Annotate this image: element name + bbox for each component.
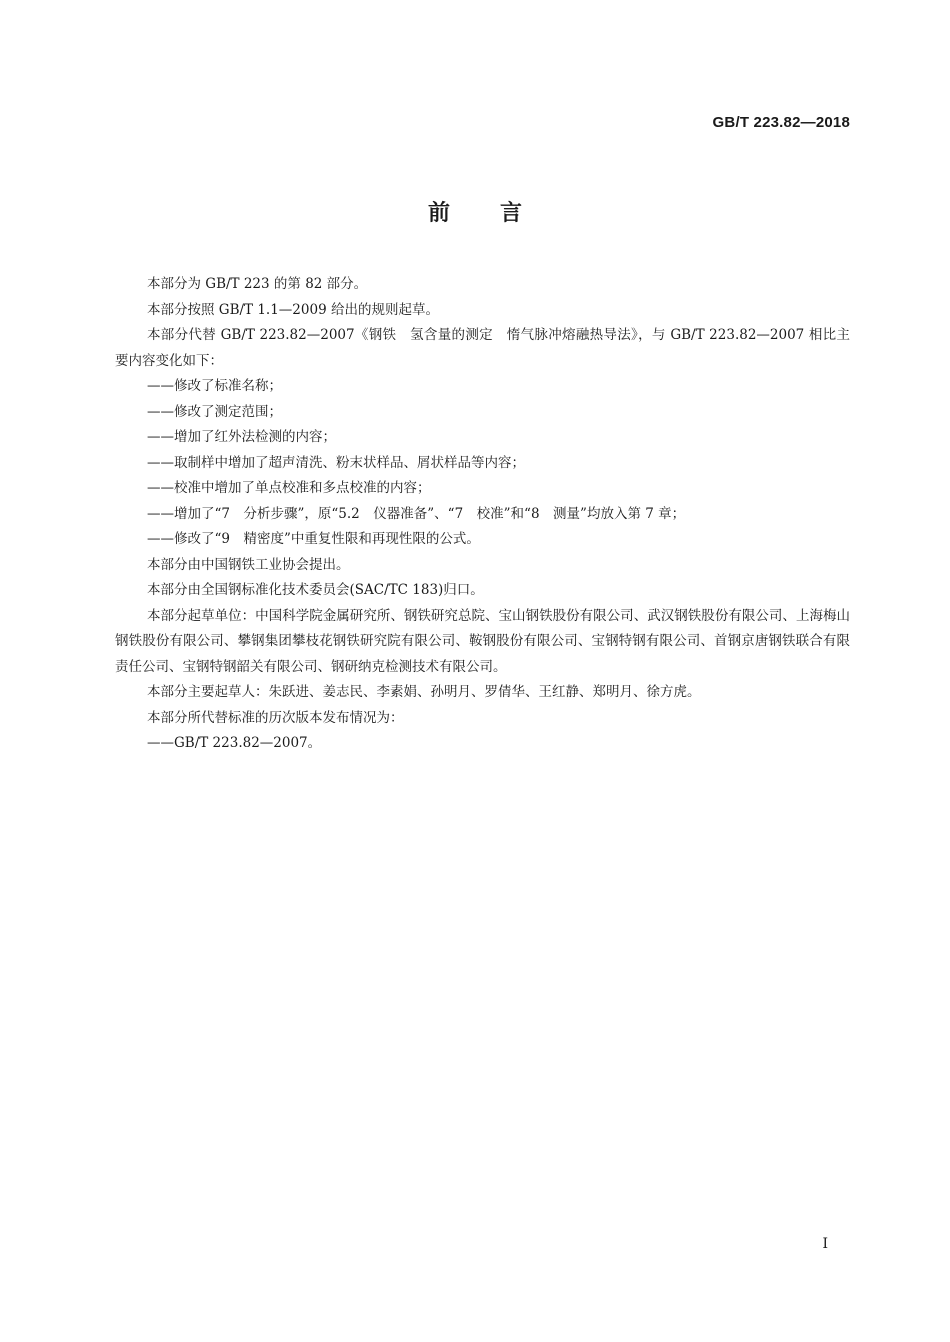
list-item: ——修改了标准名称； — [147, 378, 282, 394]
paragraph: 本部分所代替标准的历次版本发布情况为： — [147, 709, 404, 726]
paragraph: 本部分由全国钢标准化技术委员会(SAC/TC 183)归口。 — [147, 582, 484, 598]
title-char-left: 前 — [427, 201, 450, 226]
page-title — [0, 196, 950, 227]
paragraph: 本部分为 GB/T 223 的第 82 部分。 — [147, 276, 368, 292]
list-item: ——增加了红外法检测的内容； — [147, 429, 336, 445]
list-item: ——GB/T 223.82—2007。 — [147, 735, 322, 751]
list-item: ——修改了测定范围； — [147, 403, 282, 420]
list-item: ——修改了“9 精密度”中重复性限和再现性限的公式。 — [147, 531, 480, 547]
paragraph: 本部分主要起草人：朱跃进、姜志民、李素娟、孙明月、罗倩华、王红静、郑明月、徐方虎。 — [147, 684, 701, 700]
paragraph: 本部分起草单位：中国科学院金属研究所、钢铁研究总院、宝山钢铁股份有限公司、武汉钢铁股份有限公司、上海梅山钢铁股份有限公司、攀钢集团攀枝花钢铁研究院有限公司、鞍钢股份有限公司、宝钢特钢有限公司、首钢京唐钢铁联合有限责任公司、宝钢特钢韶关有限公司、钢研纳克检测技术有限公司。 — [115, 607, 850, 675]
list-item: ——取制样中增加了超声清洗、粉末状样品、屑状样品等内容； — [147, 454, 525, 471]
page-number: I — [822, 1236, 828, 1252]
standard-code: GB/T 223.82—2018 — [712, 114, 850, 131]
list-item: ——增加了“7 分析步骤”，原“5.2 仪器准备”、“7 校准”和“8 测量”均放入第 7 章； — [147, 505, 686, 522]
paragraph: 本部分代替 GB/T 223.82—2007《钢铁 氢含量的测定 惰气脉冲熔融热导法》，与 GB/T 223.82—2007 相比主要内容变化如下： — [115, 327, 850, 369]
paragraph: 本部分按照 GB/T 1.1—2009 给出的规则起草。 — [147, 301, 439, 318]
paragraph: 本部分由中国钢铁工业协会提出。 — [147, 556, 350, 573]
title-char-right: 言 — [500, 201, 523, 226]
list-item: ——校准中增加了单点校准和多点校准的内容； — [147, 480, 431, 496]
foreword-body — [115, 272, 850, 757]
